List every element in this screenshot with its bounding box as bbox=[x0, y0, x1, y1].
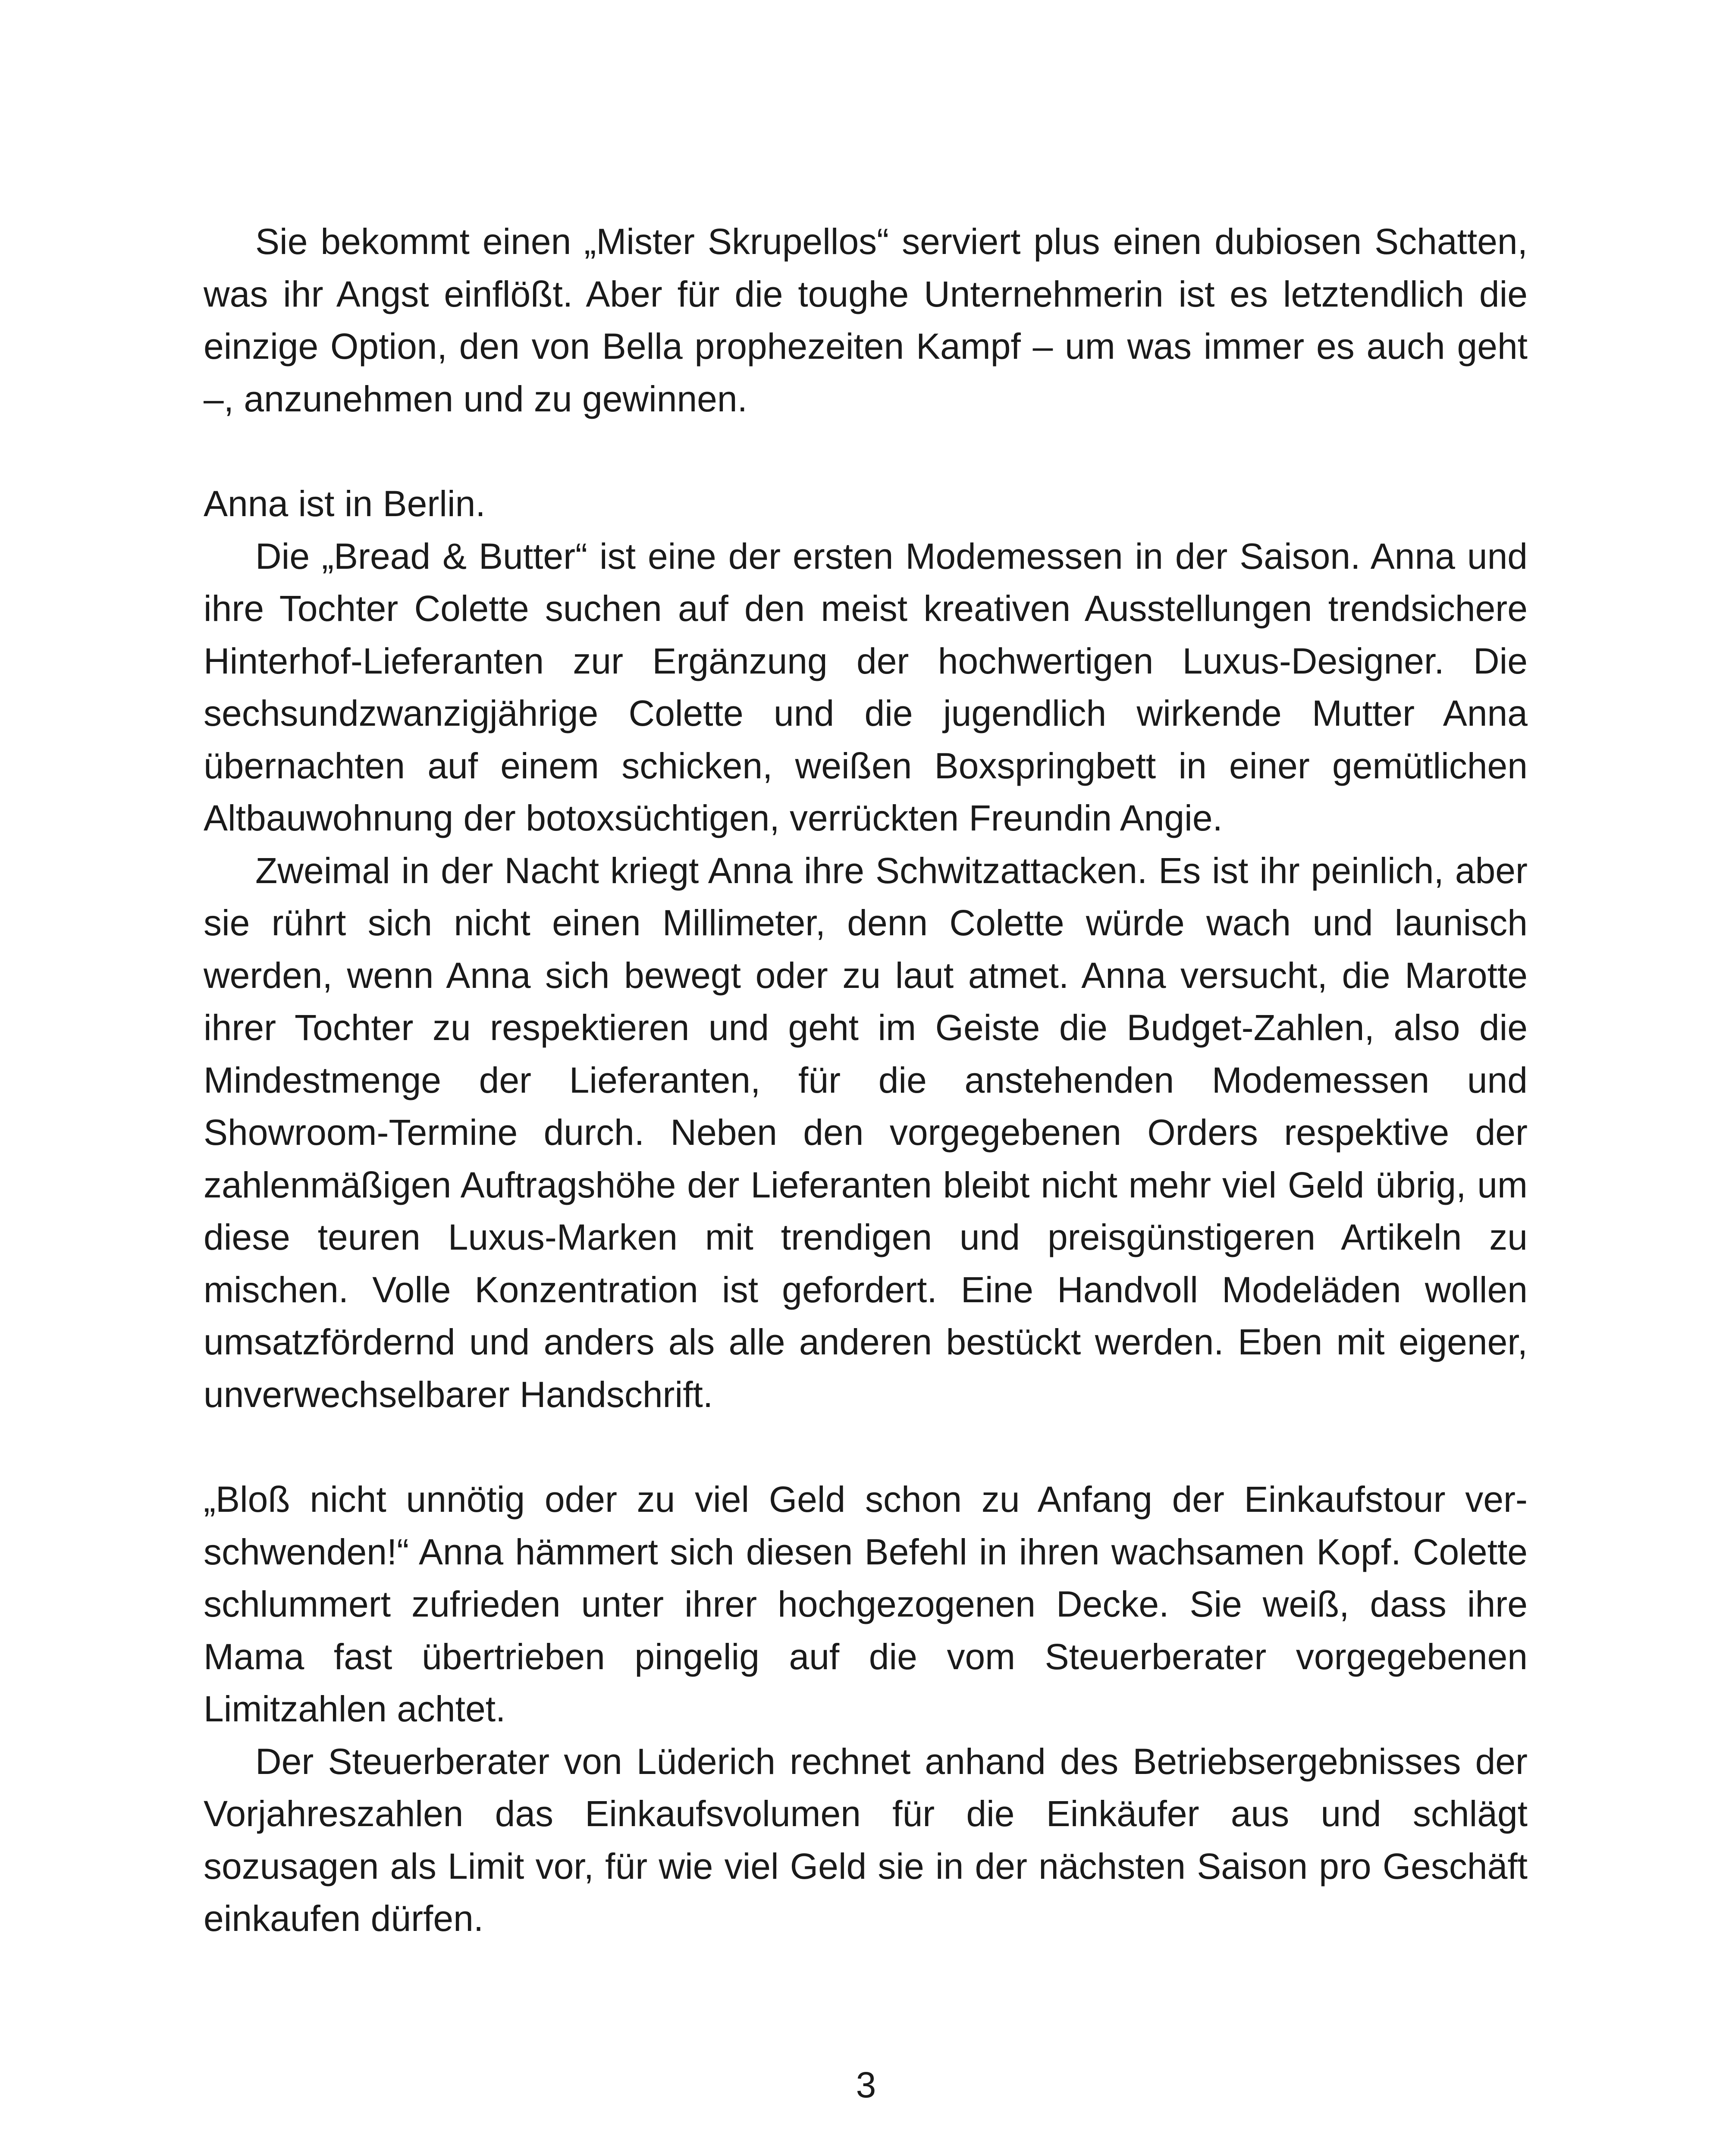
paragraph-intro: Sie bekommt einen „Mister Skrupellos“ serviert plus einen dubiosen Schatten, was ihr Angst einflößt. Aber für die toughe Unternehmerin ist es letztendlich die einzige Option, den von Bella prophezeiten Kampf – um was immer es auch geht –, anzunehmen und zu gewinnen. bbox=[204, 221, 1528, 419]
document-page bbox=[204, 216, 1528, 1945]
paragraph-quote: „Bloß nicht unnötig oder zu viel Geld schon zu Anfang der Einkaufstour verschwenden!“ Anna hämmert sich diesen Befehl in ihren wachsamen Kopf. Colette schlummert zufrieden unter ihrer hochgezogenen Decke. Sie weiß, dass ihre Mama fast übertrieben pingelig auf die vom Steuerberater vorgegebenen Limitzahlen achtet. bbox=[204, 1479, 1528, 1729]
paragraph-spacer bbox=[204, 425, 1528, 478]
paragraph-fair: Die „Bread & Butter“ ist eine der ersten Modemessen in der Saison. Anna und ihre Tochter Colette suchen auf den meist kreativen Ausstellungen trendsichere Hinterhof-Lieferanten zur Ergänzung der hochwertigen Luxus-Designer. Die sechsundzwanzigjährige Colette und die jugendlich wirkende Mutter Anna übernachten auf einem schicken, weißen Boxspringbett in einer gemütlichen Altbauwohnung der botoxsüchtigen, verrückten Freundin Angie. bbox=[204, 536, 1528, 838]
paragraph-tax-advisor: Der Steuerberater von Lüderich rechnet anhand des Betriebsergebnisses der Vorjahreszahlen das Einkaufsvolumen für die Einkäufer aus und schlägt sozusagen als Limit vor, für wie viel Geld sie in der nächsten Saison pro Geschäft einkaufen dürfen. bbox=[204, 1741, 1528, 1939]
paragraph-location: Anna ist in Berlin. bbox=[204, 483, 486, 524]
page-number: 3 bbox=[856, 2065, 876, 2105]
paragraph-spacer bbox=[204, 1421, 1528, 1473]
paragraph-night: Zweimal in der Nacht kriegt Anna ihre Schwitzattacken. Es ist ihr peinlich, aber sie rührt sich nicht einen Millimeter, denn Colette würde wach und launisch werden, wenn Anna sich bewegt oder zu laut atmet. Anna versucht, die Marotte ihrer Tochter zu respektieren und geht im Geiste die Budget-Zahlen, also die Mindestmenge der Lieferanten, für die anstehenden Modemessen und Showroom-Termine durch. Neben den vorgegebenen Orders respektive der zahlenmäßigen Auftragshöhe der Lieferanten bleibt nicht mehr viel Geld übrig, um diese teuren Luxus-Marken mit trendigen und preisgünstigeren Artikeln zu mischen. Volle Konzentration ist gefordert. Eine Handvoll Modeläden wollen umsatzfördernd und anders als alle anderen bestückt werden. Eben mit eigener, unverwechselbarer Handschrift. bbox=[204, 850, 1528, 1415]
